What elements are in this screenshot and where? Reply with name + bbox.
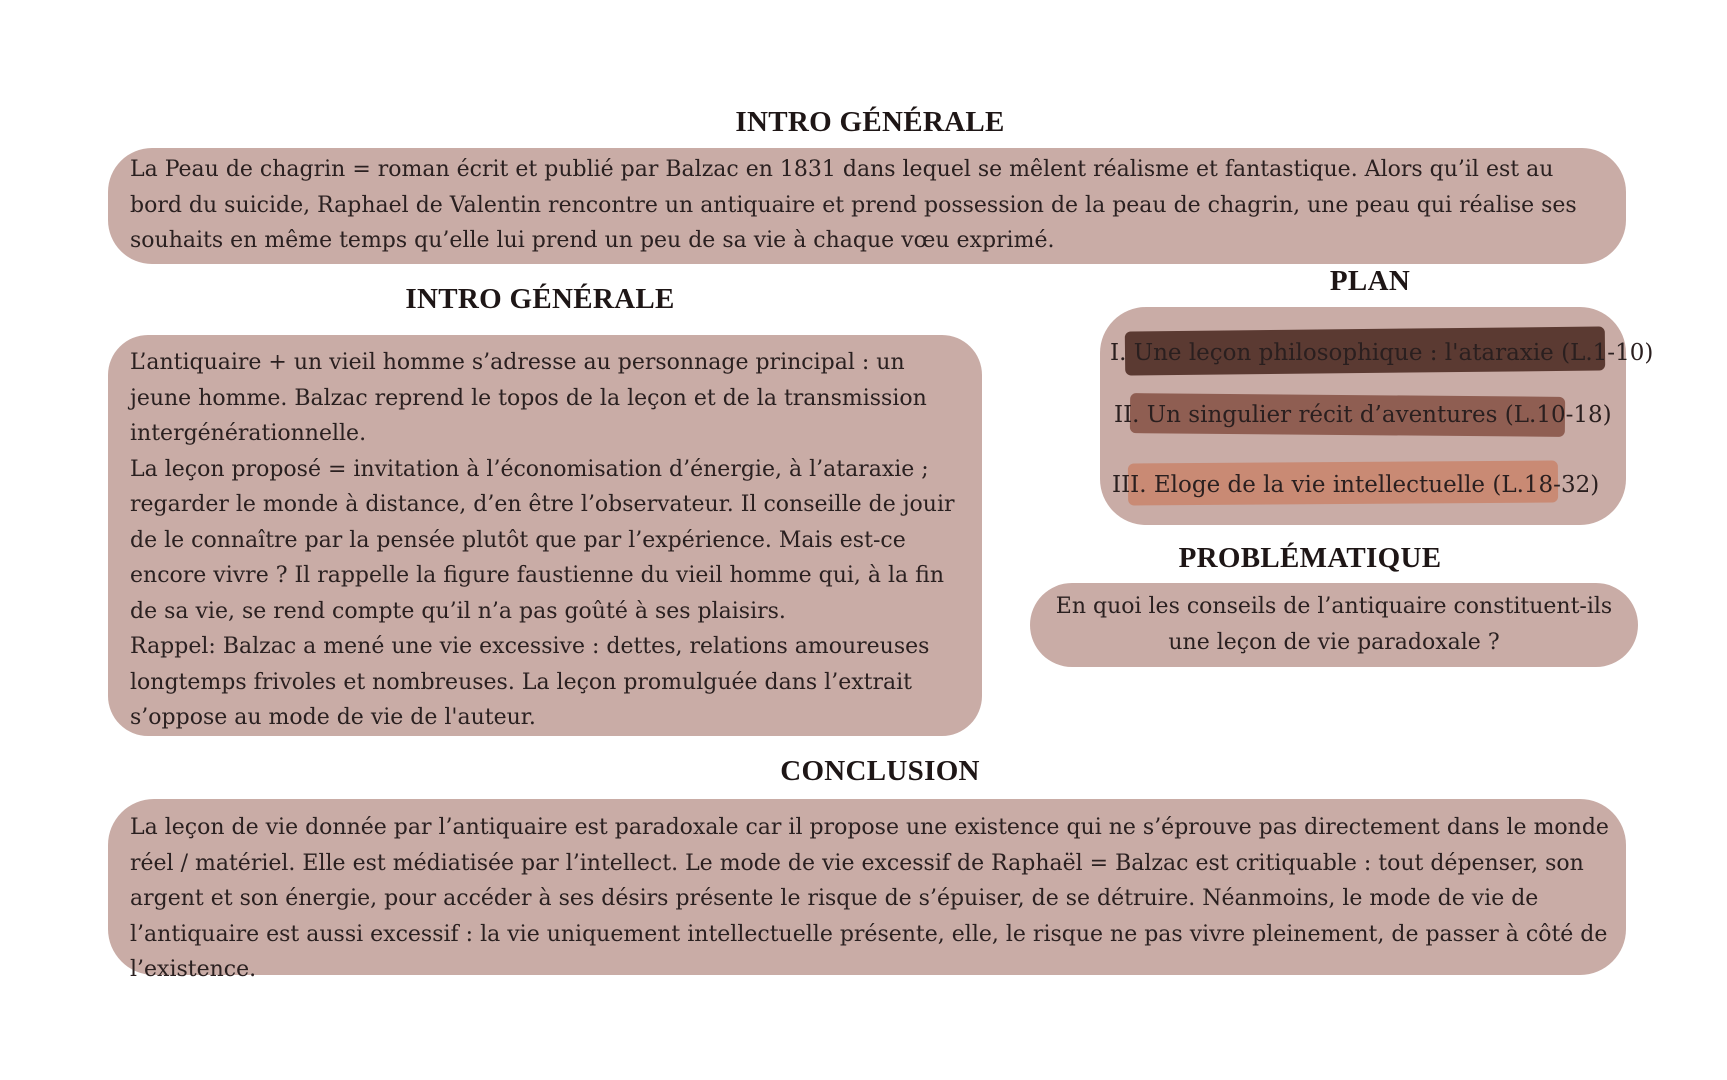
intro-paragraph-2: La leçon proposé = invitation à l’économisation d’énergie, à l’ataraxie ; regarder le monde à distance, d’en être l’observateur. Il conseille de jouir de le connaître par la pensée plutôt que par l’expérience. Mais est-ce encore vivre ? Il rappelle la figure faustienne du vieil homme qui, à la fin de sa vie, se rend compte qu’il n’a pas goûté à ses plaisirs. <box>130 456 955 624</box>
problematique-text: En quoi les conseils de l’antiquaire constituent-ils une leçon de vie paradoxale ? <box>1055 594 1613 655</box>
problematique-title: PROBLÉMATIQUE <box>1178 542 1442 574</box>
plan-item-1-label: I. Une leçon philosophique : l'ataraxie (L.1-10) <box>1110 340 1654 366</box>
plan-box <box>1100 307 1654 525</box>
intro-summary-text: La Peau de chagrin = roman écrit et publié par Balzac en 1831 dans lequel se mêlent réalisme et fantastique. Alors qu’il est au bord du suicide, Raphael de Valentin rencontre un antiquaire et prend possession de la peau de chagrin, une peau qui réalise ses souhaits en même temps qu’elle lui prend un peu de sa vie à chaque vœu exprimé. <box>130 157 1577 253</box>
intro-summary-box <box>108 148 1626 264</box>
problematique-box <box>1030 583 1638 667</box>
plan-item-2 <box>1114 398 1612 434</box>
plan-item-1 <box>1110 336 1653 372</box>
plan-item-3-label: III. Eloge de la vie intellectuelle (L.18-32) <box>1112 472 1600 498</box>
intro-title-top: INTRO GÉNÉRALE <box>735 106 1005 138</box>
intro-paragraph-3: Rappel: Balzac a mené une vie excessive : dettes, relations amoureuses longtemps frivoles et nombreuses. La leçon promulguée dans l’extrait s’oppose au mode de vie de l'auteur. <box>130 634 930 730</box>
plan-title: PLAN <box>1329 265 1411 297</box>
plan-item-3 <box>1112 468 1599 504</box>
conclusion-box <box>108 799 1626 982</box>
plan-item-2-label: II. Un singulier récit d’aventures (L.10-18) <box>1114 402 1612 428</box>
conclusion-text: La leçon de vie donnée par l’antiquaire est paradoxale car il propose une existence qui ne s’éprouve pas directement dans le monde réel / matériel. Elle est médiatisée par l’intellect. Le mode de vie excessif de Raphaël = Balzac est critiquable : tout dépenser, son argent et son énergie, pour accéder à ses désirs présente le risque de s’épuiser, de se détruire. Néanmoins, le mode de vie de l’antiquaire est aussi excessif : la vie uniquement intellectuelle présente, elle, le risque ne pas vivre pleinement, de passer à côté de l’existence. <box>130 815 1609 982</box>
conclusion-title: CONCLUSION <box>780 755 980 787</box>
intro-analysis-box <box>108 335 982 736</box>
intro-title-left: INTRO GÉNÉRALE <box>405 283 675 315</box>
intro-paragraph-1: L’antiquaire + un vieil homme s’adresse au personnage principal : un jeune homme. Balzac reprend le topos de la leçon et de la transmission intergénérationnelle. <box>130 350 927 446</box>
